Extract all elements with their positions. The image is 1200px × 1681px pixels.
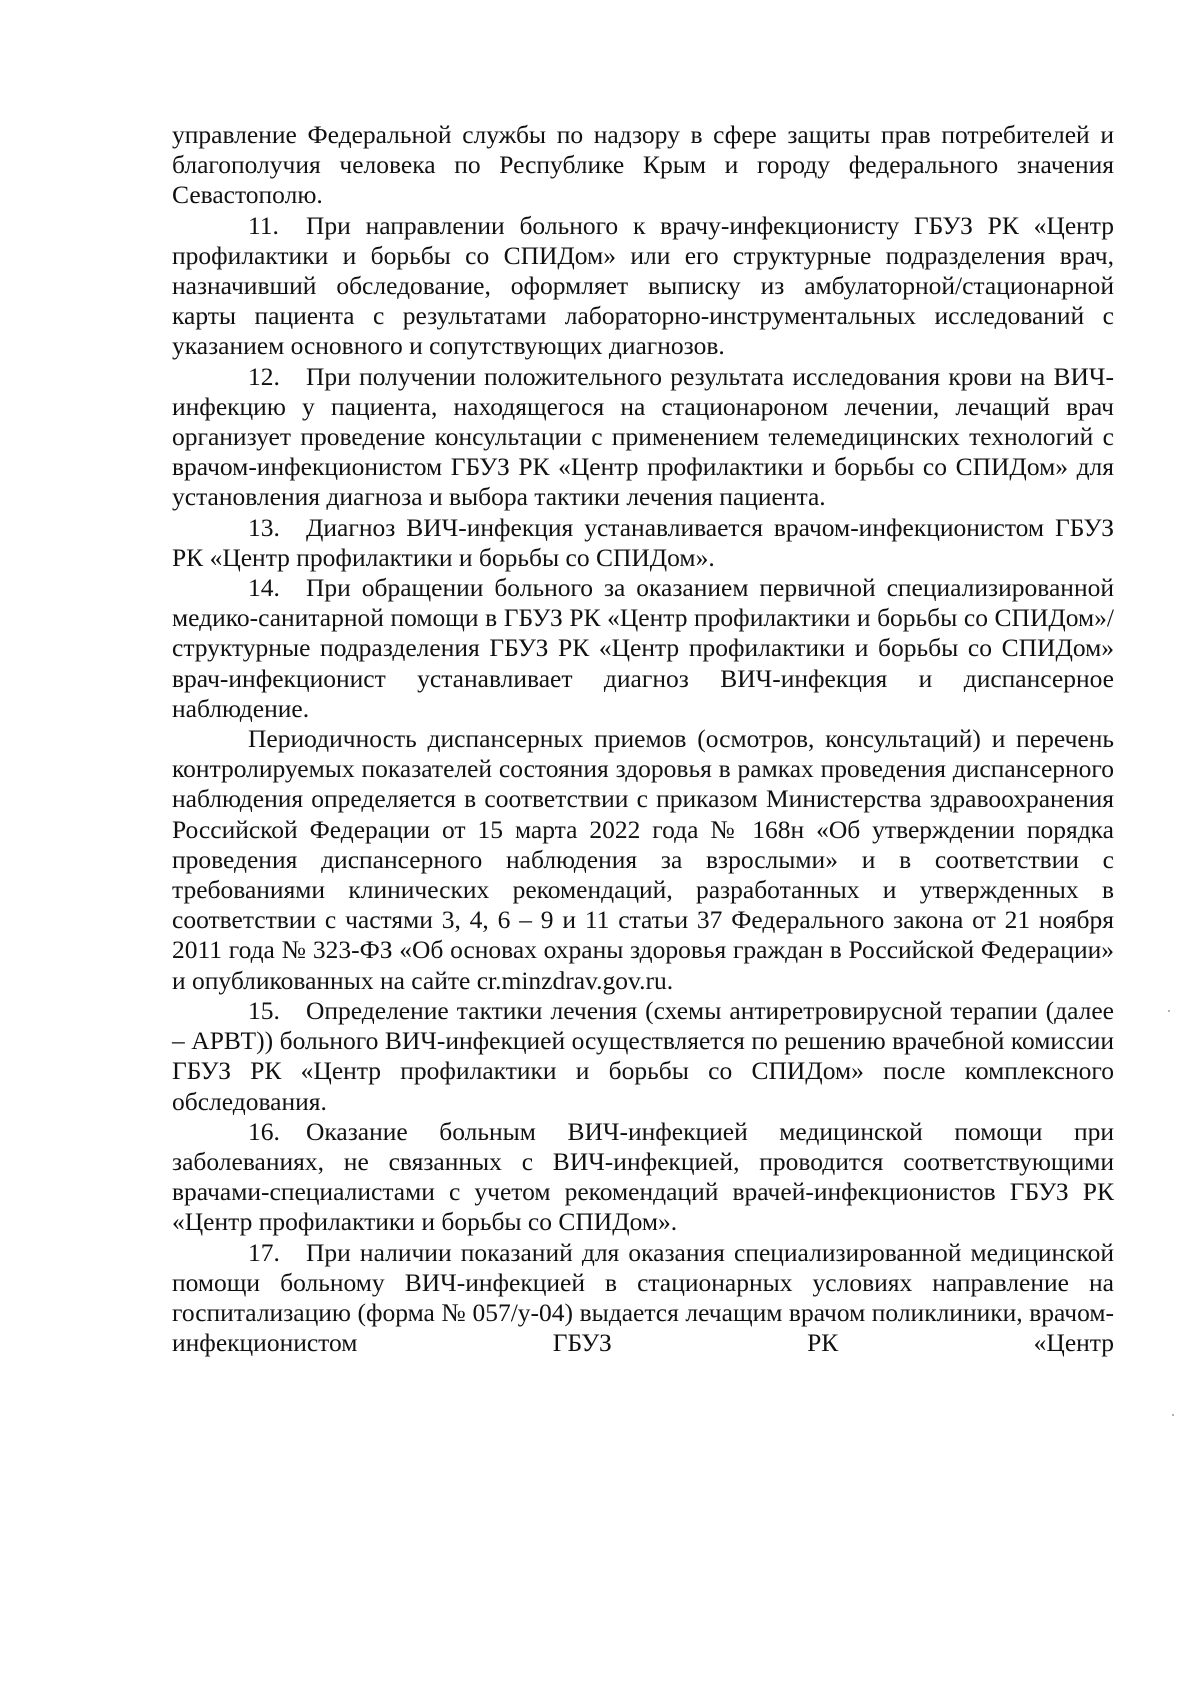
paragraph-number: 13. [248,512,280,542]
paragraph-text: Определение тактики лечения (схемы антиретровирусной терапии (далее – АРВТ)) больного ВИЧ-инфекцией осуществляется по решению врачебной комиссии ГБУЗ РК «Центр профилактики и борьбы со СПИДом» после комплексного обследования. [172,995,1114,1116]
paragraph-number: 12. [248,361,280,391]
paragraph-text: При наличии показаний для оказания специализированной медицинской помощи больному ВИЧ-инфекцией в стационарных условиях направление на госпитализацию (форма № 057/у-04) выдается лечащим врачом поликлиники, врачом-инфекционистом ГБУЗ РК «Центр [172,1237,1114,1358]
paragraph-text: Периодичность диспансерных приемов (осмотров, консультаций) и перечень контролируемых показателей состояния здоровья в рамках проведения диспансерного наблюдения определяется в соответствии с приказом Министерства здравоохранения Российской Федерации от 15 марта 2022 года № 168н «Об утверждении порядка проведения диспансерного наблюдения за взрослыми» и в соответствии с требованиями клинических рекомендаций, разработанных и утвержденных в соответствии с частями 3, 4, 6 – 9 и 11 статьи 37 Федерального закона от 21 ноября 2011 года № 323-ФЗ «Об основах охраны здоровья граждан в Российской Федерации» и опубликованных на сайте cr.minzdrav.gov.ru. [172,724,1114,995]
paragraph-number: 11. [248,210,279,240]
paragraph-17 [172,1238,1114,1359]
paragraph-15 [172,996,1114,1117]
paragraph-number: 17. [248,1237,280,1267]
document-page [172,120,1114,1358]
paragraph-number: 14. [248,573,280,603]
scan-speck [1168,1010,1170,1012]
paragraph-number: 15. [248,995,280,1025]
paragraph-text: При получении положительного результата исследования крови на ВИЧ-инфекцию у пациента, находящегося на стационароном лечении, лечащий врач организует проведение консультации с применением телемедицинских технологий с врачом-инфекционистом ГБУЗ РК «Центр профилактики и борьбы со СПИДом» для установления диагноза и выбора тактики лечения пациента. [172,361,1114,512]
paragraph-intro [172,120,1114,211]
paragraph-text: При направлении больного к врачу-инфекционисту ГБУЗ РК «Центр профилактики и борьбы со СПИДом» или его структурные подразделения врач, назначивший обследование, оформляет выписку из амбулаторной/стационарной карты пациента с результатами лабораторно-инструментальных исследований с указанием основного и сопутствующих диагнозов. [172,210,1114,361]
paragraph-14 [172,573,1114,724]
paragraph-12 [172,362,1114,513]
scan-speck [1172,1414,1174,1416]
paragraph-11 [172,211,1114,362]
paragraph-periodicity [172,724,1114,996]
paragraph-16 [172,1117,1114,1238]
paragraph-13 [172,513,1114,573]
paragraph-text: Оказание больным ВИЧ-инфекцией медицинской помощи при заболеваниях, не связанных с ВИЧ-инфекцией, проводится соответствующими врачами-специалистами с учетом рекомендаций врачей-инфекционистов ГБУЗ РК «Центр профилактики и борьбы со СПИДом». [172,1116,1114,1237]
paragraph-number: 16. [248,1116,280,1146]
paragraph-text: При обращении больного за оказанием первичной специализированной медико-санитарной помощи в ГБУЗ РК «Центр профилактики и борьбы со СПИДом»/структурные подразделения ГБУЗ РК «Центр профилактики и борьбы со СПИДом» врач-инфекционист устанавливает диагноз ВИЧ-инфекция и диспансерное наблюдение. [172,573,1114,723]
paragraph-text: Диагноз ВИЧ-инфекция устанавливается врачом-инфекционистом ГБУЗ РК «Центр профилактики и борьбы со СПИДом». [172,512,1114,572]
paragraph-text: управление Федеральной службы по надзору в сфере защиты прав потребителей и благополучия человека по Республике Крым и городу федерального значения Севастополю. [172,120,1114,210]
